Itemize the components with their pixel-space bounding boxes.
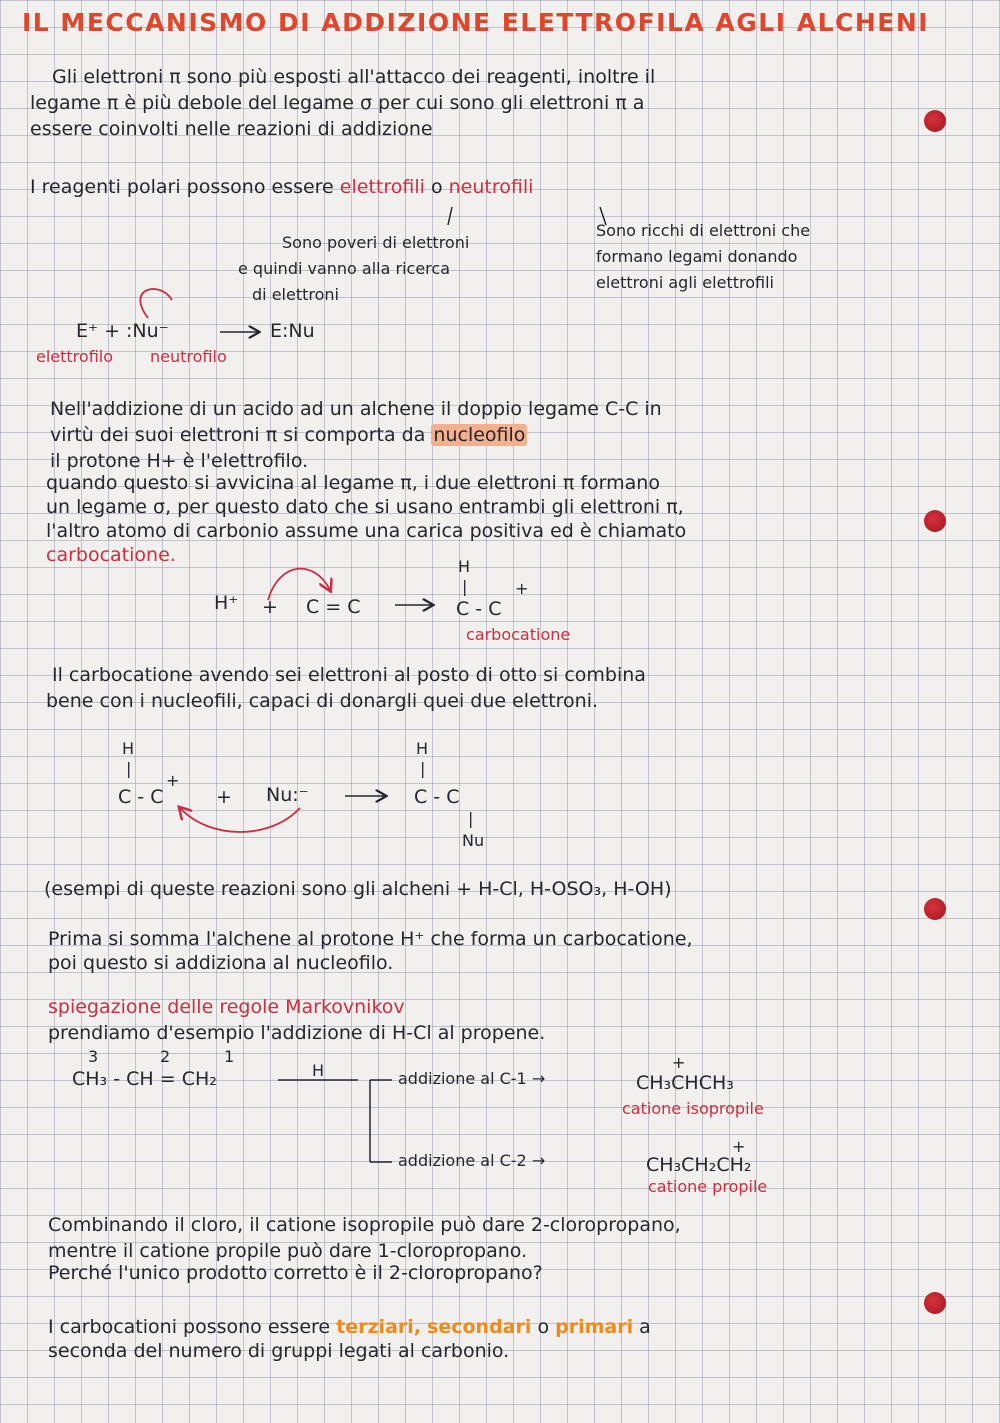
conclusion-line-1: Combinando il cloro, il catione isopropile può dare 2-cloropropano, [48,1214,681,1236]
scheme1-product: E:Nu [270,320,315,342]
scheme2-bond: | [462,577,468,596]
nucleophile-desc-3: elettroni agli elettrofili [596,273,774,292]
scheme3-product: C - C [414,786,460,808]
curved-arrow-3 [180,808,300,832]
markovnikov-heading: spiegazione delle regole Markovnikov [48,996,405,1018]
classes-or: o [537,1316,550,1338]
or-word: o [430,176,443,198]
conclusion-line-3: Perché l'unico prodotto corretto è il 2-cloropropano? [48,1262,543,1284]
reagents-text: I reagenti polari possono essere [30,176,334,198]
scheme3-bond-bottom: | [468,809,474,828]
acid-line-6: l'altro atomo di carbonio assume una carica positiva ed è chiamato [46,520,687,542]
propene-ch2: CH₂ [181,1068,217,1090]
acid-line-1: Nell'addizione di un acido ad un alchene il doppio legame C-C in [50,398,662,420]
nucleophile-word: neutrofili [448,176,534,198]
branch1-name: catione isopropile [622,1099,764,1118]
branch1-product: CH₃CHCH₃ [636,1072,734,1094]
propene-formula [72,1068,217,1090]
branch2-charge: + [732,1137,746,1156]
tertiary-word: terziari, [336,1316,421,1338]
acid-line-2 [50,424,527,446]
scheme1-label-nu: neutrofilo [150,347,227,366]
primary-word: primari [555,1316,634,1338]
curved-arrow-1 [140,289,172,318]
conclusion-line-2: mentre il catione propile può dare 1-cloropropano. [48,1240,528,1262]
branch-bracket [370,1080,392,1162]
scheme1-label-e: elettrofilo [36,347,114,366]
scheme2-charge: + [515,579,529,598]
examples-line-2: Prima si somma l'alchene al protone H⁺ che forma un carbocatione, [48,928,693,950]
classes-line-1 [48,1316,651,1338]
scheme3-h-right: H [416,739,429,758]
carbocation-text-1: Il carbocatione avendo sei elettroni al posto di otto si combina [52,664,646,686]
carbon-number-3: 3 [88,1047,99,1066]
branch2-name: catione propile [648,1177,768,1196]
branch2-product: CH₃CH₂CH₂ [646,1154,752,1176]
classes-line-2: seconda del numero di gruppi legati al carbonio. [48,1340,510,1362]
scheme2-alkene: C = C [306,596,361,618]
propene-dash: - [113,1068,121,1090]
acid-line-3: il protone H+ è l'elettrofilo. [50,450,309,472]
branch2-label: addizione al C-2 → [398,1151,546,1170]
scheme3-charge: + [166,771,180,790]
binder-hole-2 [924,510,946,532]
acid-line-5: un legame σ, per questo dato che si usano entrambi gli elettroni π, [46,496,684,518]
nucleophile-highlight: nucleofilo [433,424,526,446]
nucleophile-desc-2: formano legami donando [596,247,798,266]
carbon-number-2: 2 [160,1047,171,1066]
acid-line-4: quando questo si avvicina al legame π, i due elettroni π formano [46,472,660,494]
binder-hole-4 [924,1292,946,1314]
electrophile-word: elettrofili [339,176,425,198]
electrophile-desc-3: di elettroni [252,285,339,304]
scheme3-nucleophile: Nu:⁻ [266,784,309,806]
markovnikov-intro: prendiamo d'esempio l'addizione di H-Cl al propene. [48,1022,546,1044]
branch1-label: addizione al C-1 → [398,1069,546,1088]
electrophile-desc-1: Sono poveri di elettroni [282,233,470,252]
scheme2-proton: H⁺ [214,592,239,614]
examples-line-3: poi questo si addiziona al nucleofilo. [48,952,394,974]
carbon-number-1: 1 [224,1047,235,1066]
scheme2-label: carbocatione [466,625,571,644]
scheme2-h: H [458,557,471,576]
scheme3-nu-bottom: Nu [462,831,485,850]
secondary-word: secondari [427,1316,532,1338]
branch1-charge: + [672,1053,686,1072]
electrophile-desc-2: e quindi vanno alla ricerca [238,259,451,278]
scheme1-reactants: E⁺ + :Nu⁻ [76,320,169,342]
carbocation-word: carbocatione. [46,544,176,566]
scheme3-bond-left: | [126,759,132,778]
intro-line-2: legame π è più debole del legame σ per cui sono gli elettroni π a [30,92,645,114]
scheme2-plus: + [262,596,278,618]
binder-hole-3 [924,898,946,920]
scheme3-cation: C - C [118,786,164,808]
reagents-line [30,176,533,198]
scheme2-product: C - C [456,598,502,620]
page-title: IL MECCANISMO DI ADDIZIONE ELETTROFILA AGLI ALCHENI [22,8,930,37]
propene-ch: CH [126,1068,154,1090]
propene-ch3: CH₃ [72,1068,108,1090]
examples-line-1: (esempi di queste reazioni sono gli alcheni + H-Cl, H-OSO₃, H-OH) [44,878,672,900]
intro-line-1: Gli elettroni π sono più esposti all'attacco dei reagenti, inoltre il [52,66,656,88]
nucleophile-desc-1: Sono ricchi di elettroni che [596,221,811,240]
intro-line-3: essere coinvolti nelle reazioni di addizione [30,118,433,140]
scheme3-bond-right: | [420,759,426,778]
classes-end: a [639,1316,651,1338]
scheme3-h-left: H [122,739,135,758]
propene-double: = [159,1068,176,1090]
classes-start: I carbocationi possono essere [48,1316,331,1338]
binder-hole-1 [924,110,946,132]
pointer-electrophile [448,207,452,225]
reagent-h: H [312,1061,325,1080]
scheme3-plus: + [216,786,232,808]
carbocation-text-2: bene con i nucleofili, capaci di donargli quei due elettroni. [46,690,599,712]
acid-line-2-text: virtù dei suoi elettroni π si comporta da [50,424,426,446]
